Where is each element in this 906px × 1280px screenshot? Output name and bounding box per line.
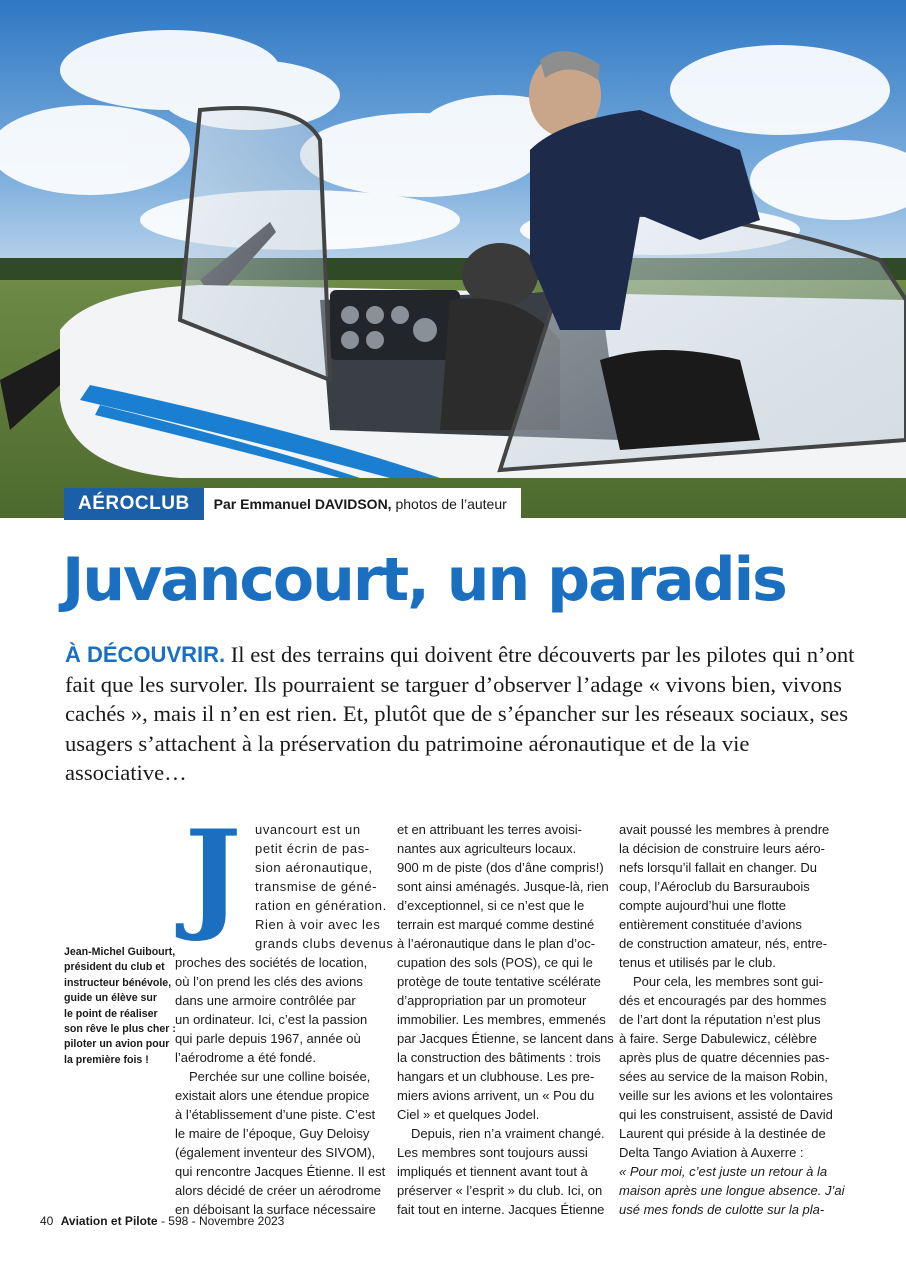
page-number: 40 [40, 1214, 54, 1228]
column-line: la décision de construire leurs aéro- [619, 841, 825, 856]
student-head [462, 243, 538, 307]
caption-line: la première fois ! [64, 1053, 149, 1066]
magazine-name: Aviation et Pilote [60, 1214, 158, 1228]
column-line: impliqués et tiennent avant tout à [397, 1164, 588, 1179]
column-line: où l’on prend les clés des avions [175, 974, 363, 989]
column-line: hangars et un clubhouse. Les pre- [397, 1069, 595, 1084]
column-line: un ordinateur. Ici, c’est la passion [175, 1012, 368, 1027]
column-line: dans une armoire contrôlée par [175, 993, 356, 1008]
issue-info: - 598 - Novembre 2023 [157, 1214, 285, 1228]
column-1-intro [255, 820, 394, 953]
caption-line: son rêve le plus cher : [64, 1023, 176, 1036]
column-line: « Pour moi, c’est juste un retour à la [619, 1164, 828, 1179]
caption-line: instructeur bénévole, [64, 976, 172, 989]
column-line: Laurent qui préside à la destinée de [619, 1126, 826, 1141]
rubric-bar [64, 488, 521, 520]
column-line: uvancourt est un [255, 822, 361, 837]
column-line: par Jacques Étienne, se lancent dans [397, 1031, 614, 1046]
column-line: la construction des bâtiments : trois [397, 1050, 601, 1065]
caption-line: guide un élève sur [64, 992, 158, 1005]
column-line: à l’établissement d’une piste. C’est [175, 1107, 376, 1122]
column-line: d’appropriation par un promoteur [397, 993, 587, 1008]
standfirst [65, 640, 855, 788]
column-line: grands clubs devenus [255, 936, 394, 951]
column-line: sont ainsi aménagés. Jusque-là, rien [397, 879, 609, 894]
column-line: maison après une longue absence. J’ai [619, 1183, 845, 1198]
column-line: Delta Tango Aviation à Auxerre : [619, 1145, 804, 1160]
column-line: (également inventeur des SIVOM), [175, 1145, 376, 1160]
column-line: avait poussé les membres à prendre [619, 822, 830, 837]
column-line: cupation des sols (POS), ce qui le [397, 955, 593, 970]
standfirst-kicker: À DÉCOUVRIR. [65, 642, 226, 667]
column-3 [619, 820, 845, 1219]
column-line: coup, l’Aéroclub du Barsuraubois [619, 879, 810, 894]
column-line: terrain est marqué comme destiné [397, 917, 595, 932]
column-line: Perchée sur une colline boisée, [189, 1069, 371, 1084]
column-line: le maire de l’époque, Guy Deloisy [175, 1126, 370, 1141]
column-line: fait tout en interne. Jacques Étienne [397, 1202, 605, 1217]
hero-photo [0, 0, 906, 518]
photo-caption [64, 945, 176, 1068]
column-line: Rien à voir avec les [255, 917, 381, 932]
column-line: qui rencontre Jacques Étienne. Il est [175, 1164, 386, 1179]
byline [214, 496, 507, 512]
column-line: immobilier. Les membres, emmenés [397, 1012, 606, 1027]
column-line: veille sur les avions et les volontaires [619, 1088, 833, 1103]
column-line: miers avions arrivent, un « Pou du [397, 1088, 595, 1103]
column-line: alors décidé de créer un aérodrome [175, 1183, 381, 1198]
column-line: sées au service de la maison Robin, [619, 1069, 828, 1084]
caption-line: le point de réaliser [64, 1007, 158, 1020]
column-line: Depuis, rien n’a vraiment changé. [411, 1126, 605, 1141]
column-line: l’aérodrome a été fondé. [175, 1050, 316, 1065]
caption-line: piloter un avion pour [64, 1038, 170, 1051]
column-line: à l’aéronautique dans le plan d’oc- [397, 936, 596, 951]
column-2 [397, 820, 614, 1219]
column-line: entièrement constituée d’avions [619, 917, 802, 932]
column-line: compte aujourd’hui une flotte [619, 898, 786, 913]
column-line: en déboisant la surface nécessaire [175, 1202, 376, 1217]
column-line: nantes aux agriculteurs locaux. [397, 841, 577, 856]
byline-author: Par Emmanuel DAVIDSON, [213, 496, 392, 512]
column-line: usé mes fonds de culotte sur la pla- [619, 1202, 825, 1217]
column-line: d’exceptionnel, si ce n’est que le [397, 898, 585, 913]
column-line: 900 m de piste (dos d’âne compris!) [397, 860, 604, 875]
instrument-panel [330, 290, 460, 360]
caption-line: président du club et [64, 961, 165, 974]
standfirst-text: Il est des terrains qui doivent être découverts par les pilotes qui n’ont fait que les survoler. Ils pourraient se targuer d’observer l’adage « vivons bien, vivons cachés », mais il n’en est rien. Et, plutôt que de s’épancher sur les réseaux sociaux, ses usagers s’attachent à la préservation du patrimoine aéronautique et de la vie associative… [65, 642, 855, 785]
column-line: transmise de géné- [255, 879, 378, 894]
page-footer [40, 1214, 284, 1228]
column-line: préserver « l’esprit » du club. Ici, on [397, 1183, 603, 1198]
aircraft-cockpit-illustration [0, 0, 906, 518]
column-line: petit écrin de pas- [255, 841, 370, 856]
drop-cap: J [184, 804, 242, 945]
column-line: après plus de quatre décennies pas- [619, 1050, 830, 1065]
column-line: Pour cela, les membres sont gui- [633, 974, 824, 989]
column-line: sion aéronautique, [255, 860, 373, 875]
column-line: qui parle depuis 1967, année où [175, 1031, 361, 1046]
caption-line: Jean-Michel Guibourt, [64, 946, 176, 958]
column-line: à faire. Serge Dabulewicz, célèbre [619, 1031, 817, 1046]
column-line: dés et encouragés par des hommes [619, 993, 827, 1008]
column-line: de construction amateur, nés, entre- [619, 936, 828, 951]
column-line: existait alors une étendue propice [175, 1088, 370, 1103]
column-line: qui les construisent, assisté de David [619, 1107, 833, 1122]
column-line: protège de toute tentative scélérate [397, 974, 601, 989]
bag [600, 350, 760, 450]
section-tag: AÉROCLUB [64, 488, 204, 520]
column-line: et en attribuant les terres avoisi- [397, 822, 582, 837]
column-line: ration en génération. [255, 898, 387, 913]
column-line: proches des sociétés de location, [175, 955, 368, 970]
column-line: Ciel » et quelques Jodel. [397, 1107, 540, 1122]
column-1 [175, 953, 386, 1219]
column-line: nefs lorsqu’il fallait en changer. Du [619, 860, 818, 875]
column-line: de l’art dont la réputation n’est plus [619, 1012, 821, 1027]
column-line: tenus et utilisés par le club. [619, 955, 776, 970]
headline: Juvancourt, un paradis [62, 545, 786, 615]
column-line: Les membres sont toujours aussi [397, 1145, 588, 1160]
byline-credit: photos de l’auteur [391, 496, 507, 512]
